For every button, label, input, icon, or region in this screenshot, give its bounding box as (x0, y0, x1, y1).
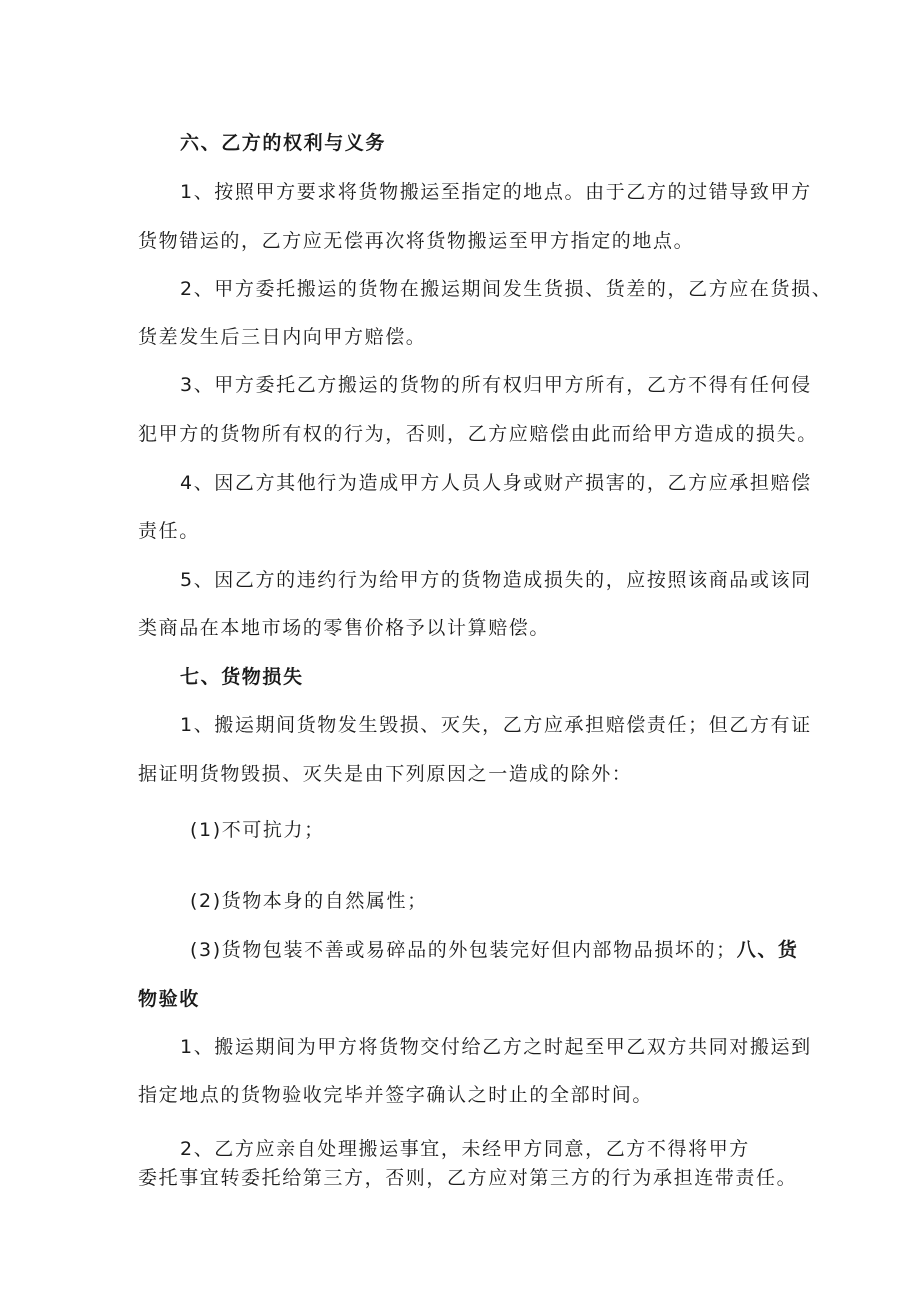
paragraph-line: 5、因乙方的违约行为给甲方的货物造成损失的，应按照该商品或该同 (180, 569, 812, 591)
paragraph-line: 3、甲方委托乙方搬运的货物的所有权归甲方所有，乙方不得有任何侵 (180, 374, 812, 396)
paragraph-line: 2、甲方委托搬运的货物在搬运期间发生货损、货差的，乙方应在货损、 (180, 278, 833, 300)
paragraph-line: 委托事宜转委托给第三方，否则，乙方应对第三方的行为承担连带责任。 (138, 1167, 798, 1189)
paragraph-line: 犯甲方的货物所有权的行为，否则，乙方应赔偿由此而给甲方造成的损失。 (138, 423, 818, 445)
paragraph-line: 责任。 (138, 520, 200, 542)
section-heading-eight-end: 物验收 (138, 988, 200, 1010)
section-heading-eight-start: 八、货 (736, 939, 799, 961)
paragraph-line: 4、因乙方其他行为造成甲方人员人身或财产损害的，乙方应承担赔偿 (180, 472, 812, 494)
list-item: (2)货物本身的自然属性； (190, 890, 428, 912)
section-heading-six: 六、乙方的权利与义务 (180, 132, 387, 154)
list-item: (1)不可抗力； (190, 819, 325, 841)
paragraph-line: 1、搬运期间货物发生毁损、灭失，乙方应承担赔偿责任；但乙方有证 (180, 714, 812, 736)
paragraph-line: 指定地点的货物验收完毕并签字确认之时止的全部时间。 (138, 1084, 654, 1106)
paragraph-line: 类商品在本地市场的零售价格予以计算赔偿。 (138, 617, 551, 639)
paragraph-line: 2、乙方应亲自处理搬运事宜，未经甲方同意，乙方不得将甲方 (180, 1138, 750, 1160)
section-heading-seven: 七、货物损失 (180, 666, 304, 688)
paragraph-line: 据证明货物毁损、灭失是由下列原因之一造成的除外： (138, 763, 633, 785)
paragraph-line: 1、搬运期间为甲方将货物交付给乙方之时起至甲乙双方共同对搬运到 (180, 1036, 812, 1058)
paragraph-line: 货差发生后三日内向甲方赔偿。 (138, 326, 427, 348)
list-item-text: (3)货物包装不善或易碎品的外包装完好但内部物品损坏的； (190, 939, 737, 961)
paragraph-line: 1、按照甲方要求将货物搬运至指定的地点。由于乙方的过错导致甲方 (180, 181, 812, 203)
paragraph-line: 货物错运的，乙方应无偿再次将货物搬运至甲方指定的地点。 (138, 230, 695, 252)
list-item (190, 938, 799, 962)
